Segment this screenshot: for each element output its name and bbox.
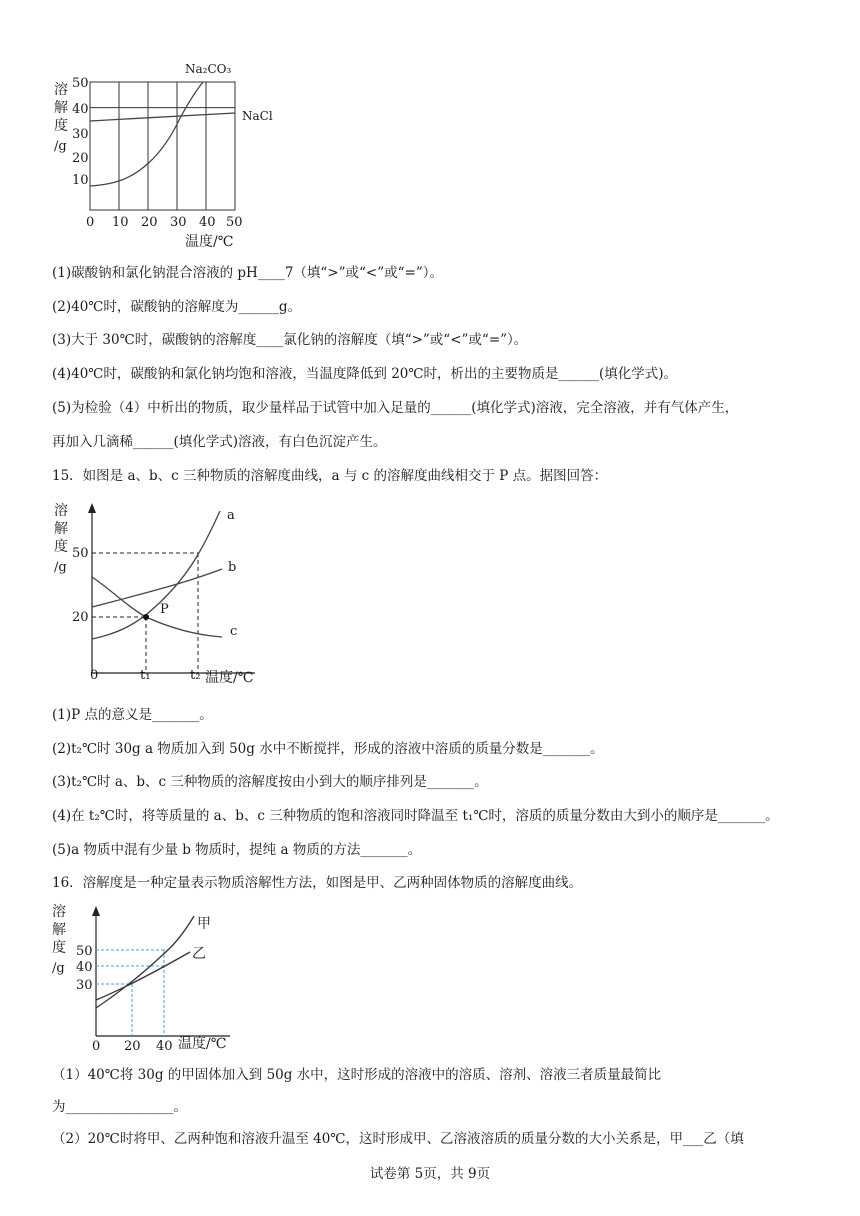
x-tick: t₁ (140, 668, 151, 683)
x-tick: 20 (141, 215, 158, 230)
q15-title: 15．如图是 a、b、c 三种物质的溶解度曲线，a 与 c 的溶解度曲线相交于 P 点。据图回答： (52, 468, 608, 484)
x-tick: t₂ (190, 668, 201, 683)
q14-item-6: 再加入几滴稀______(填化学式)溶液，有白色沉淀产生。 (52, 434, 387, 450)
y-tick: 20 (72, 151, 89, 166)
q14-item-1: (1)碳酸钠和氯化钠混合溶液的 pH____7（填“>”或“<”或“=”）。 (52, 265, 444, 281)
y-axis-label-char: 解 (54, 100, 68, 116)
q16-item-2: （2）20℃时将甲、乙两种饱和溶液升温至 40℃，这时形成甲、乙溶液溶质的质量分数的大小关系是，甲___乙（填 (52, 1131, 744, 1147)
y-tick: 50 (72, 76, 89, 91)
nacl-curve (90, 113, 235, 121)
q15-item-3: (3)t₂℃时 a、b、c 三种物质的溶解度按由小到大的顺序排列是_______。 (52, 774, 488, 790)
y-axis-label-char: 溶 (54, 82, 68, 98)
plot-frame (90, 82, 235, 210)
x-tick: 50 (226, 215, 243, 230)
y-tick: 10 (72, 173, 89, 188)
q14-item-3: (3)大于 30℃时，碳酸钠的溶解度____氯化钠的溶解度（填“>”或“<”或“=”）。 (52, 332, 528, 348)
series-label-na2co3: Na₂CO₃ (185, 62, 232, 76)
q15-item-5: (5)a 物质中混有少量 b 物质时，提纯 a 物质的方法_______。 (52, 842, 422, 858)
q15-item-1: (1)P 点的意义是_______。 (52, 707, 213, 723)
x-axis-label: 温度/℃ (185, 234, 234, 250)
q14-item-4: (4)40℃时，碳酸钠和氯化钠均饱和溶液，当温度降低到 20℃时，析出的主要物质是______(填化学式)。 (52, 366, 678, 382)
solubility-chart-jia-yi (50, 900, 250, 1050)
point-p-label: P (160, 602, 169, 617)
y-axis-label-char: 度 (54, 539, 68, 555)
y-axis-label-char: 溶 (52, 904, 66, 920)
y-axis-label-char: 解 (54, 521, 68, 537)
x-tick: 0 (92, 1039, 101, 1050)
y-tick: 40 (72, 102, 89, 117)
na2co3-curve (90, 82, 203, 186)
y-axis-label-char: 溶 (54, 503, 68, 519)
x-axis-label: 温度/℃ (205, 670, 254, 686)
y-tick: 50 (72, 546, 89, 561)
x-tick: 40 (156, 1039, 173, 1050)
page-footer: 试卷第 5页，共 9页 (369, 1166, 491, 1182)
y-axis-label-char: /g (54, 560, 67, 575)
y-axis-label-char: /g (52, 961, 65, 976)
y-tick: 30 (76, 978, 93, 993)
curve-yi (96, 952, 190, 1000)
y-axis-label-char: 度 (54, 118, 68, 134)
curve-label-jia: 甲 (197, 916, 211, 932)
x-tick: 30 (170, 215, 187, 230)
y-axis-arrow (92, 906, 100, 916)
y-tick: 50 (76, 944, 93, 959)
curve-label-c: c (230, 624, 238, 639)
q16-item-1: （1）40℃将 30g 的甲固体加入到 50g 水中，这时形成的溶液中的溶质、溶剂、溶液三者质量最简比 (52, 1067, 662, 1083)
x-axis-label: 温度/℃ (178, 1036, 227, 1050)
x-tick: 0 (90, 668, 99, 683)
curve-c (92, 577, 222, 637)
curve-label-a: a (227, 508, 235, 523)
q14-item-2: (2)40℃时，碳酸钠的溶解度为______g。 (52, 299, 302, 315)
x-tick: 20 (124, 1039, 141, 1050)
y-tick: 30 (72, 127, 89, 142)
curve-b (92, 569, 222, 607)
curve-label-b: b (228, 560, 237, 575)
q15-item-4: (4)在 t₂℃时，将等质量的 a、b、c 三种物质的饱和溶液同时降温至 t₁℃时，溶质的质量分数由大到小的顺序是_______。 (52, 808, 779, 824)
x-tick: 10 (112, 215, 129, 230)
y-axis-label-char: 度 (52, 940, 66, 956)
q16-title: 16．溶解度是一种定量表示物质溶解性方法，如图是甲、乙两种固体物质的溶解度曲线。 (52, 875, 583, 891)
q15-item-2: (2)t₂℃时 30g a 物质加入到 50g 水中不断搅拌，形成的溶液中溶质的质量分数是_______。 (52, 741, 604, 757)
q16-item-1-answer: 为________________。 (52, 1099, 187, 1115)
y-tick: 20 (72, 610, 89, 625)
x-tick: 0 (86, 215, 95, 230)
curve-a (92, 511, 220, 639)
point-p (143, 614, 149, 620)
series-label-nacl: NaCl (242, 109, 273, 123)
solubility-chart-na2co3-nacl (50, 58, 300, 253)
y-axis-label-char: 解 (52, 922, 66, 938)
curve-label-yi: 乙 (192, 946, 206, 962)
y-tick: 40 (76, 960, 93, 975)
x-tick: 40 (199, 215, 216, 230)
solubility-chart-abc (50, 497, 270, 692)
y-axis-label-char: /g (54, 139, 67, 154)
y-axis-arrow (88, 503, 96, 513)
q14-item-5: (5)为检验（4）中析出的物质，取少量样品于试管中加入足量的______(填化学式)溶液，完全溶液，并有气体产生， (52, 400, 739, 416)
